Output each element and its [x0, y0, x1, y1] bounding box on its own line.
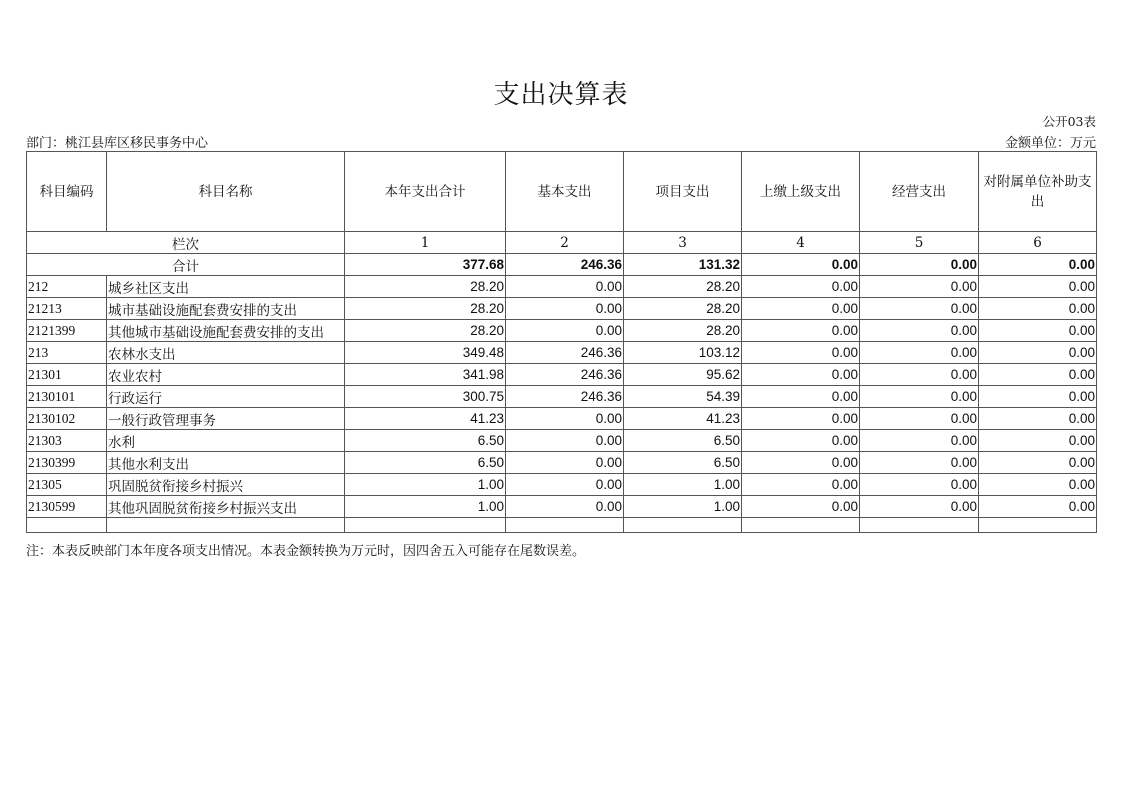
amount-cell: 246.36: [506, 364, 624, 386]
blank-cell: [27, 518, 107, 533]
amount-cell: 246.36: [506, 386, 624, 408]
total-row: [27, 254, 1097, 276]
subject-name: 农业农村: [107, 364, 345, 386]
subject-name: 农林水支出: [107, 342, 345, 364]
subject-code: 2121399: [27, 320, 107, 342]
amount-cell: 0.00: [979, 474, 1097, 496]
amount-cell: 0.00: [860, 320, 979, 342]
total-label: 合计: [27, 254, 345, 276]
index-number: 5: [860, 232, 979, 254]
page-title: 支出决算表: [493, 80, 629, 110]
amount-cell: 0.00: [860, 430, 979, 452]
blank-row: [27, 518, 1097, 533]
amount-cell: 28.20: [624, 298, 742, 320]
amount-cell: 54.39: [624, 386, 742, 408]
header-row: [27, 152, 1097, 232]
header-cell: 上缴上级支出: [742, 152, 860, 232]
amount-cell: 28.20: [624, 276, 742, 298]
subject-code: 212: [27, 276, 107, 298]
amount-cell: 28.20: [345, 298, 506, 320]
blank-cell: [107, 518, 345, 533]
subject-name: 城乡社区支出: [107, 276, 345, 298]
total-value: 0.00: [979, 254, 1097, 276]
department-label: 部门：桃江县库区移民事务中心: [26, 136, 209, 151]
subject-code: 213: [27, 342, 107, 364]
amount-cell: 6.50: [345, 452, 506, 474]
amount-cell: 0.00: [742, 342, 860, 364]
amount-cell: 0.00: [860, 364, 979, 386]
amount-cell: 0.00: [742, 452, 860, 474]
amount-cell: 1.00: [624, 474, 742, 496]
amount-cell: 0.00: [742, 430, 860, 452]
table-row: [27, 298, 1097, 320]
amount-cell: 0.00: [742, 320, 860, 342]
amount-cell: 0.00: [979, 342, 1097, 364]
amount-cell: 0.00: [742, 386, 860, 408]
subject-name: 其他巩固脱贫衔接乡村振兴支出: [107, 496, 345, 518]
amount-cell: 1.00: [345, 496, 506, 518]
amount-cell: 300.75: [345, 386, 506, 408]
amount-cell: 0.00: [979, 430, 1097, 452]
amount-cell: 0.00: [742, 364, 860, 386]
amount-cell: 1.00: [624, 496, 742, 518]
subject-name: 城市基础设施配套费安排的支出: [107, 298, 345, 320]
amount-cell: 0.00: [742, 298, 860, 320]
blank-cell: [624, 518, 742, 533]
amount-cell: 0.00: [506, 430, 624, 452]
index-label: 栏次: [27, 232, 345, 254]
blank-cell: [860, 518, 979, 533]
amount-cell: 0.00: [860, 342, 979, 364]
footnote: 注：本表反映部门本年度各项支出情况。本表金额转换为万元时，因四舍五入可能存在尾数误差。: [26, 544, 586, 559]
amount-cell: 246.36: [506, 342, 624, 364]
amount-cell: 0.00: [506, 320, 624, 342]
subject-code: 2130101: [27, 386, 107, 408]
amount-cell: 0.00: [506, 496, 624, 518]
subject-name: 其他城市基础设施配套费安排的支出: [107, 320, 345, 342]
amount-cell: 0.00: [860, 474, 979, 496]
header-cell: 科目名称: [107, 152, 345, 232]
subject-code: 2130599: [27, 496, 107, 518]
table-row: [27, 276, 1097, 298]
total-value: 246.36: [506, 254, 624, 276]
amount-cell: 0.00: [860, 496, 979, 518]
blank-cell: [979, 518, 1097, 533]
subject-code: 2130399: [27, 452, 107, 474]
subject-code: 2130102: [27, 408, 107, 430]
total-value: 0.00: [742, 254, 860, 276]
total-value: 0.00: [860, 254, 979, 276]
amount-cell: 41.23: [624, 408, 742, 430]
amount-cell: 0.00: [860, 452, 979, 474]
subject-code: 21213: [27, 298, 107, 320]
subject-code: 21303: [27, 430, 107, 452]
table-row: [27, 452, 1097, 474]
table-row: [27, 320, 1097, 342]
amount-cell: 28.20: [624, 320, 742, 342]
amount-cell: 0.00: [979, 408, 1097, 430]
amount-cell: 6.50: [624, 430, 742, 452]
amount-cell: 0.00: [742, 408, 860, 430]
table-row: [27, 386, 1097, 408]
amount-cell: 349.48: [345, 342, 506, 364]
subject-name: 一般行政管理事务: [107, 408, 345, 430]
amount-cell: 6.50: [345, 430, 506, 452]
amount-cell: 0.00: [979, 320, 1097, 342]
amount-cell: 0.00: [506, 474, 624, 496]
subject-code: 21305: [27, 474, 107, 496]
amount-cell: 0.00: [506, 298, 624, 320]
index-number: 1: [345, 232, 506, 254]
subject-name: 水利: [107, 430, 345, 452]
amount-cell: 0.00: [979, 496, 1097, 518]
subject-name: 其他水利支出: [107, 452, 345, 474]
amount-cell: 341.98: [345, 364, 506, 386]
index-number: 4: [742, 232, 860, 254]
amount-cell: 103.12: [624, 342, 742, 364]
amount-cell: 0.00: [742, 474, 860, 496]
form-code: 公开03表: [1042, 114, 1096, 129]
table-row: [27, 430, 1097, 452]
amount-cell: 0.00: [979, 276, 1097, 298]
amount-cell: 0.00: [860, 408, 979, 430]
amount-cell: 0.00: [506, 452, 624, 474]
table-row: [27, 496, 1097, 518]
amount-cell: 0.00: [742, 276, 860, 298]
header-cell: 基本支出: [506, 152, 624, 232]
table-row: [27, 474, 1097, 496]
header-cell: 本年支出合计: [345, 152, 506, 232]
index-number: 2: [506, 232, 624, 254]
subject-name: 巩固脱贫衔接乡村振兴: [107, 474, 345, 496]
amount-cell: 41.23: [345, 408, 506, 430]
amount-cell: 6.50: [624, 452, 742, 474]
index-row: [27, 232, 1097, 254]
header-cell: 对附属单位补助支出: [979, 152, 1097, 232]
blank-cell: [506, 518, 624, 533]
subject-code: 21301: [27, 364, 107, 386]
amount-cell: 0.00: [860, 298, 979, 320]
table-row: [27, 364, 1097, 386]
total-value: 377.68: [345, 254, 506, 276]
amount-cell: 0.00: [979, 386, 1097, 408]
amount-cell: 0.00: [860, 276, 979, 298]
blank-cell: [742, 518, 860, 533]
blank-cell: [345, 518, 506, 533]
amount-cell: 0.00: [860, 386, 979, 408]
amount-cell: 0.00: [979, 298, 1097, 320]
table-row: [27, 342, 1097, 364]
amount-cell: 1.00: [345, 474, 506, 496]
amount-cell: 0.00: [506, 408, 624, 430]
header-cell: 项目支出: [624, 152, 742, 232]
header-cell: 经营支出: [860, 152, 979, 232]
header-cell: 科目编码: [27, 152, 107, 232]
index-number: 3: [624, 232, 742, 254]
table-row: [27, 408, 1097, 430]
amount-cell: 0.00: [979, 452, 1097, 474]
subject-name: 行政运行: [107, 386, 345, 408]
amount-cell: 0.00: [979, 364, 1097, 386]
unit-label: 金额单位：万元: [1004, 136, 1096, 151]
expenditure-table: [26, 151, 1097, 533]
total-value: 131.32: [624, 254, 742, 276]
index-number: 6: [979, 232, 1097, 254]
amount-cell: 0.00: [506, 276, 624, 298]
amount-cell: 28.20: [345, 320, 506, 342]
amount-cell: 0.00: [742, 496, 860, 518]
amount-cell: 95.62: [624, 364, 742, 386]
amount-cell: 28.20: [345, 276, 506, 298]
